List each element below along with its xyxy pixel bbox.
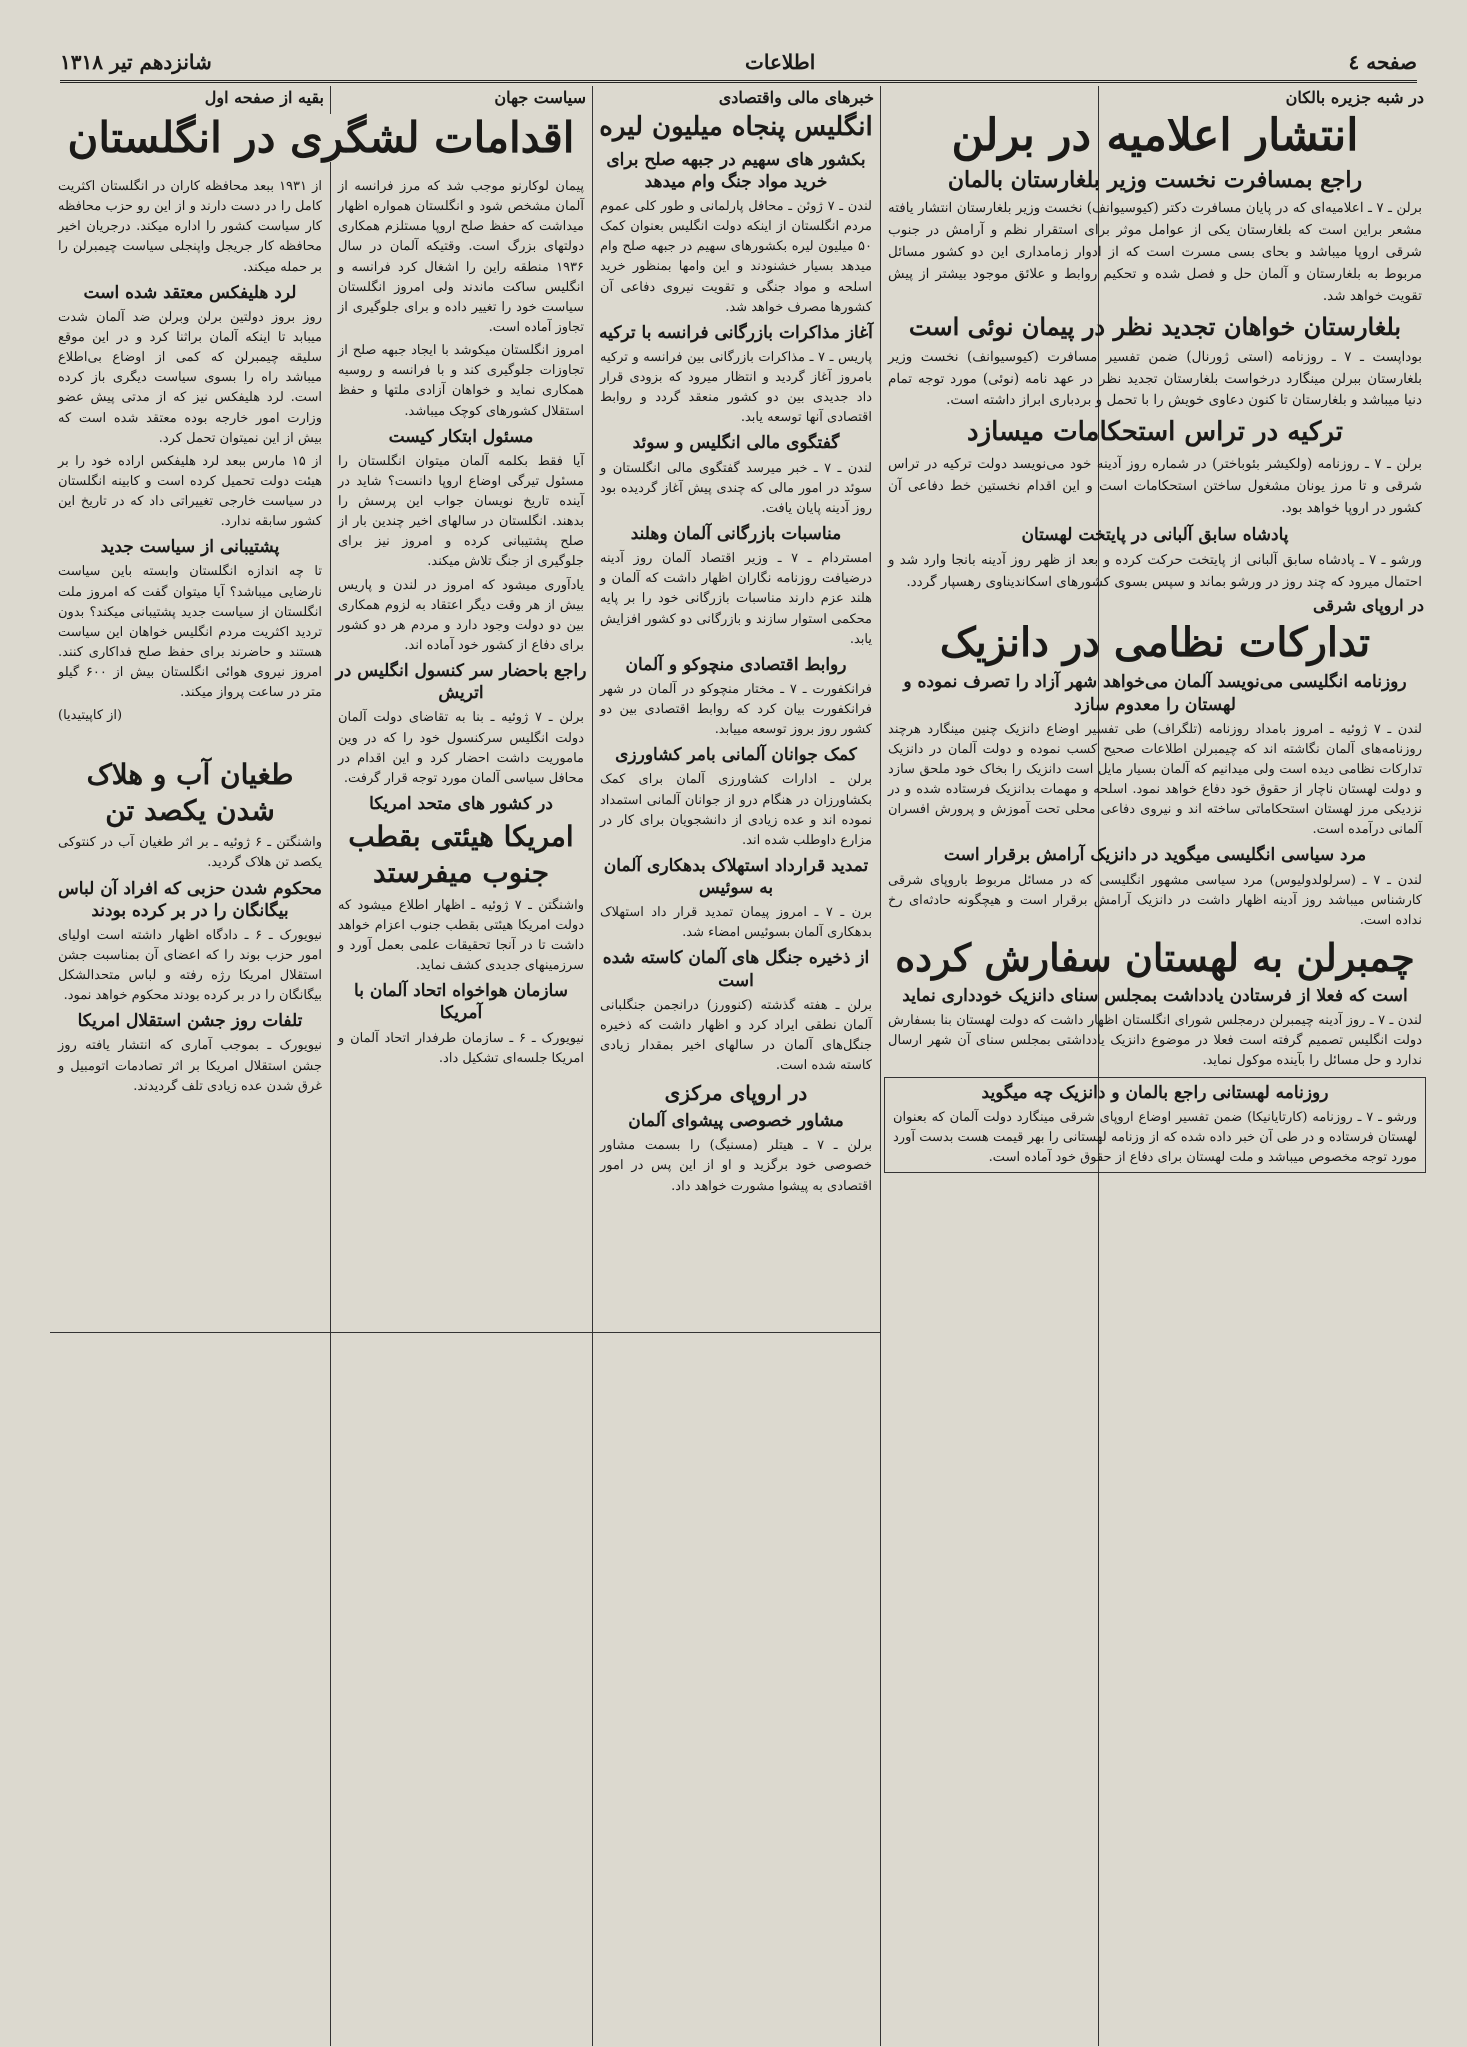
article-headline: انتشار اعلامیه در برلن	[951, 110, 1359, 161]
article-headline: انگلیس پنجاه میلیون لیره	[599, 112, 873, 142]
article-headline: روابط اقتصادی منچوکو و آلمان	[625, 654, 847, 675]
article-body: برلن ـ ادارات کشاورزی آلمان برای کمک بکشاورزان در هنگام درو از جوانان آلمانی استمداد نموده اند و عده زیادی از دانشجویان برای کار در مزارع داوطلب شده اند.	[600, 772, 872, 848]
byline: (از کاپیتیدیا)	[58, 708, 123, 724]
article-body: تا چه اندازه انگلستان وابسته باین سیاست نارضایی میباشد؟ آیا میتوان گفت که امروز ملت انگلستان از سیاست جدید پشتیبانی میکند؟ بدون تردید اکثریت مردم انگلیس خواهان این سیاست هستند و حاضرند برای حفظ صلح فداکاری کنند. امروز نیروی هوائی انگلستان بیش از ۶۰۰ گیلو متر در ساعت پرواز میکند.	[58, 564, 322, 701]
article-body: نیویورک ـ ۶ ـ دادگاه اظهار داشته است اولیای امور حزب بوند را که اعضای آن بمناسبت جشن استقلال امریکا رژه رفته و لباس متحدالشکل بیگانگان را در بر کرده بودند محکوم خواهد نمود.	[58, 927, 322, 1004]
section-kicker: بقیه از صفحه اول	[204, 88, 324, 107]
paper-name: اطلاعات	[745, 50, 816, 74]
article-subhead: روزنامه انگلیسی می‌نویسد آلمان می‌خواهد شهر آزاد را تصرف نموده و لهستان را معدوم سازد	[903, 672, 1407, 715]
article-subhead: است که فعلا از فرستادن یادداشت بمجلس سنای دانزیک خودداری نماید	[902, 985, 1408, 1006]
section-kicker: سیاست جهان	[494, 88, 586, 107]
article-body: لندن ـ ۷ ـ (سرلولدولیوس) مرد سیاسی مشهور انگلیسی که در مسائل مربوط باروپای شرقی کارشناس میباشد روز آدینه اظهار داشت در دانزیک آرامش برقرار است و هیچگونه حادثه‌ای رخ نداده است.	[888, 872, 1422, 928]
article-body: برلن ـ ۷ ژوئیه ـ بنا به تقاضای دولت آلمان دولت انگلیس سرکنسول خود را که در وین ماموریت داشت احضار کرد و این اقدام در محافل سیاسی آلمان مورد توجه قرار گرفت.	[338, 710, 584, 786]
article-headline: تمدید قرارداد استهلاک بدهکاری آلمان به سوئیس	[603, 855, 869, 899]
article-headline: تلفات روز جشن استقلال امریکا	[77, 1011, 303, 1032]
article-body: لندن ـ ۷ ـ روز آدینه چیمبرلن درمجلس شورای انگلستان اظهار داشت که دولت لهستان بنا بسفارش دولت انگلیس تصمیم گرفته است فعلا در موضوع دانزیک یادداشتی بمجلس سنای آن شهر ارسال ندارد و حل مسائل را بآینده موکول نماید.	[888, 1012, 1422, 1068]
article-subhead: راجع بمسافرت نخست وزیر بلغارستان بالمان	[947, 166, 1363, 193]
article-body: برلن ـ ۷ ـ هیتلر (مسنیگ) را بسمت مشاور خصوصی خود برگزید و او از این پس در امور اقتصادی به پیشوا مشورت خواهد داد.	[600, 1138, 872, 1194]
article-headline: مشاور خصوصی پیشوای آلمان	[628, 1111, 844, 1132]
article-body: ورشو ـ ۷ ـ روزنامه (کارتایانیکا) ضمن تفسیر اوضاع اروپای شرقی مینگارد دولت آلمان که بعنوان لهستان فرستاده و در طی آن خبر داده شده که از وزنامه لهستانی را بهر قیمت هست بدست آورد مورد توجه مخصوص میباشد و ملت لهستان برای دفاع از حقوق خود آماده است.	[893, 1110, 1417, 1166]
article-headline: لرد هلیفکس معتقد شده است	[83, 282, 297, 303]
section-kicker: در اروپای مرکزی	[664, 1081, 808, 1106]
article-body: از ۱۹۳۱ ببعد محافظه کاران در انگلستان اکثریت کامل را در دست دارند و از این رو حزب محافظه کار سیاست کشور را اداره میکند. درجریان اخیر محافظه کار جریجل واپنجلی سیاست چیمبرلن را بر حمله میکند.	[58, 179, 322, 275]
article-headline: کمک جوانان آلمانی بامر کشاورزی	[615, 745, 857, 766]
article-headline: مسئول ابتکار کیست	[388, 426, 534, 447]
article-body: پیمان لوکارنو موجب شد که مرز فرانسه از آلمان مشخص شود و انگلستان همواره اظهار میداشت که حفظ صلح اروپا مستلزم همکاری دولتهای بزرگ است. وقتیکه آلمان در سال ۱۹۳۶ منطقه راین را اشغال کرد فرانسه و انگلیس ساکت ماندند ولی امروز انگلستان سیاست خود را تغییر داده و برای جلوگیری از تجاوز آماده است.	[338, 179, 584, 335]
column-2	[592, 86, 880, 2046]
article-body: لندن ـ ۷ ژوئیه ـ امروز بامداد روزنامه (تلگراف) طی تفسیر اوضاع دانزیک چنین مینگارد هرچند روزنامه‌های آلمان نگاشته اند که چیمبرلن اطلاعات صحیح کسب نموده و دولت آلمان در دانزیک تدارکات نظامی دیده است ولی میدانیم که آلمان بسیار مایل است دانزیک را بخاک خود ملحق سازد و دولت لهستان ناچار از حقوق خود دفاع خواهد نمود. اسلحه و مهمات بدانزیک فرستاده شده و در نزدیکی مرز لهستان استحکاماتی ساخته اند و نیروی دفاعی محلی تحت آموزش و پرورش افسران آلمانی درآمده است.	[888, 721, 1422, 838]
article-headline: بلغارستان خواهان تجدید نظر در پیمان نوئی است	[908, 312, 1402, 342]
article-body: واشنگتن ـ ۶ ژوئیه ـ بر اثر طغیان آب در کنتوکی یکصد تن هلاک گردید.	[58, 835, 322, 871]
boxed-article	[884, 1077, 1426, 1173]
article-headline: سازمان هواخواه اتحاد آلمان با آمریکا	[354, 981, 568, 1024]
article-body: نیویورک ـ بموجب آماری که انتشار یافته روز جشن استقلال امریکا بر اثر تصادمات اتومبیل و غرق شدن عده زیادی تلف گردیدند.	[58, 1038, 322, 1094]
article-body: امروز انگلستان میکوشد با ایجاد جبهه صلح از تجاوزات جلوگیری کند و با فرانسه و روسیه همکاری نماید و خواهان آزادی ملتها و حفظ استقلال کشورهای کوچک میباشد.	[338, 343, 584, 419]
page-label: صفحه ٤	[1348, 50, 1417, 74]
article-body: آیا فقط بکلمه آلمان میتوان انگلستان را مسئول تیرگی اوضاع اروپا دانست؟ شاید در آینده تاریخ نویسان جواب این پرسش را بدهند. انگلستان در سالهای اخیر چندین بار از صلح پشتیبانی کرده و امروز نیز برای جلوگیری از جنگ تلاش میکند.	[338, 453, 584, 570]
article-headline: روزنامه لهستانی راجع بالمان و دانزیک چه میگوید	[981, 1083, 1329, 1104]
article-headline: محکوم شدن حزبی که افراد آن لباس بیگانگان را در بر کرده بودند	[58, 878, 322, 921]
article-headline: مناسبات بازرگانی آلمان وهلند	[630, 524, 842, 544]
article-body: یادآوری میشود که امروز در لندن و پاریس بیش از هر وقت دیگر اعتقاد به لزوم همکاری بین دو دولت وجود دارد و مردم هر دو کشور برای دفاع از کشور خود آماده اند.	[338, 577, 584, 654]
column-3	[330, 86, 592, 2046]
article-body: از ۱۵ مارس ببعد لرد هلیفکس اراده خود را بر هیئت دولت تحمیل کرده است و کابینه انگلستان در سیاست خارجی تغییراتی داد که در تاریخ این کشور سابقه ندارد.	[58, 453, 322, 530]
section-kicker: در اروپای شرقی	[1313, 596, 1424, 616]
article-body: برلن ـ ۷ ـ اعلامیه‌ای که در پایان مسافرت دکتر (کیوسیوانف) نخست وزیر بلغارستان انتشار یافته مشعر براین است که بلغارستان یکی از عوامل موثر برای استقرار نظم و آرامش در جنوب شرقی اروپا میباشد و بحای بسی مسرت است که از ادوار زمامداری این دو کشور مسائل مربوط به بلغارستان و آلمان حل و فصل شده و تحکیم روابط و علائق موجود بیشتر از پیش تقویت خواهد شد.	[888, 200, 1422, 304]
article-headline: طغیان آب و هلاک شدن یکصد تن	[86, 757, 294, 827]
issue-date: شانزدهم تیر ۱۳۱۸	[60, 50, 212, 74]
article-body: لندن ـ ۷ ـ خبر میرسد گفتگوی مالی انگلستان و سوئد در امور مالی که چندی پیش آغاز گردیده بود روز آدینه پایان یافت.	[600, 460, 873, 516]
article-headline: مرد سیاسی انگلیسی میگوید در دانزیک آرامش برقرار است	[943, 845, 1367, 866]
article-body: نیویورک ـ ۶ ـ سازمان طرفدار اتحاد آلمان و امریکا جلسه‌ای تشکیل داد.	[338, 1030, 584, 1066]
masthead	[60, 44, 1417, 83]
article-headline: پشتیبانی از سیاست جدید	[100, 537, 280, 558]
column-4	[50, 86, 330, 2046]
article-body: برن ـ ۷ ـ امروز پیمان تمدید قرار داد استهلاک بدهکاری آلمان بسوئیس امضاء شد.	[600, 905, 872, 941]
article-body: پاریس ـ ۷ ـ مذاکرات بازرگانی بین فرانسه و ترکیه بامروز آغاز گردید و انتظار میرود که بزودی قرار داد جدیدی بین دو کشور منعقد گردد و روابط اقتصادی آنها توسعه یابد.	[600, 349, 873, 426]
article-body: فرانکفورت ـ ۷ ـ مختار منچوکو در آلمان در شهر فرانکفورت بیان کرد که روابط اقتصادی بین دو کشور روز بروز توسعه مییابد.	[600, 681, 873, 738]
article-body: واشنگتن ـ ۷ ژوئیه ـ اظهار اطلاع میشود که دولت امریکا هیئتی بقطب جنوب اعزام خواهد داشت تا در آنجا تحقیقات علمی بعمل آورد و سرزمینهای جدیدی کشف نماید.	[338, 897, 584, 974]
article-headline: چمبرلن به لهستان سفارش کرده	[895, 934, 1415, 980]
article-headline: ترکیه در تراس استحکامات میسازد	[967, 417, 1343, 448]
article-headline: امریکا هیئتی بقطب جنوب میفرستد	[348, 820, 574, 890]
section-rule	[50, 1332, 880, 1333]
article-headline: راجع باحضار سر کنسول انگلیس در اتریش	[335, 661, 587, 704]
section-kicker: در شبه جزیره بالکان	[1285, 88, 1424, 107]
article-headline: از ذخیره جنگل های آلمان کاسته شده است	[602, 948, 870, 991]
article-headline: گفتگوی مالی انگلیس و سوئد	[632, 433, 840, 454]
article-body: لندن ـ ۷ ژوئن ـ محافل پارلمانی و طور کلی عموم مردم انگلستان از اینکه دولت انگلیس بعنوان کمک ۵۰ میلیون لیره بکشورهای سهیم در جبهه صلح وام میدهد بسیار خشنودند و این وامها بمنظور خرید اسلحه و مواد جنگی و تقویت نیروی دفاعی آن کشورها مصرف خواهد شد.	[600, 198, 873, 315]
article-body: ورشو ـ ۷ ـ پادشاه سابق آلبانی از پایتخت حرکت کرده و بعد از ظهر روز آدینه بانجا وارد شد و احتمال میرود که چند روز در ورشو بماند و سپس بسوی کشورهای اسکاندیناوی رهسپار گردد.	[888, 551, 1422, 590]
spanning-headline-wrap	[50, 112, 592, 164]
article-body: برلن ـ هفته گذشته (کنوورز) درانجمن جنگلبانی آلمان نطقی ایراد کرد و اظهار داشت که ذخیره جنگل‌های آلمان در سالهای اخیر بمقدار زیادی کاسته شده است.	[600, 997, 872, 1074]
article-body: بوداپست ـ ۷ ـ روزنامه (استی ژورنال) ضمن تفسیر مسافرت (کیوسیوانف) نخست وزیر بلغارستان ببرلن مینگارد درخواست بلغارستان تجدید نظر در عهد نامه (نوئی) مورد توجه تمام دنیا میباشد و بلغارستان تا کنون دعاوی خویش را با تحمل و بردباری ابراز داشته است.	[888, 348, 1422, 409]
article-body: امستردام ـ ۷ ـ وزیر اقتصاد آلمان روز آدینه درضیافت روزنامه نگاران اظهار داشت که آلمان و هلند عزم دارند مناسبات بازرگانی خود را بر پایه محکمی استوار سازند و بازرگانی دو کشور افزایش یابد.	[600, 551, 872, 647]
article-body: روز بروز دولتین برلن وبرلن ضد آلمان شدت میبابد تا اینکه آلمان براثنا کرد و در این موقع سلیقه چیمبرلن که کمی از اوضاع بی‌اطلاع میباشد راه را بسوی سیاست دیگری باز کرده است. لرد هلیفکس نیز که از مدتی پیش عضو وزارت امور خارجه بوده معتقد شده است که بیش از این نمیتوان تحمل کرد.	[58, 309, 322, 446]
article-body: برلن ـ ۷ ـ روزنامه (ولکیشر بئوباختر) در شماره روز آدینه خود می‌نویسد دولت ترکیه در تراس شرقی و تا مرز یونان مشغول ساختن استحکامات است و این اقدام نخستین خط دفاعی آن کشور در اروپا خواهد بود.	[888, 456, 1422, 516]
column-1	[880, 86, 1430, 2046]
section-kicker: در کشور های متحد امریکا	[369, 793, 553, 814]
article-subhead: بکشور های سهیم در جبهه صلح برای خرید مواد جنگ وام میدهد	[606, 149, 866, 192]
article-headline: آغاز مذاکرات بازرگانی فرانسه با ترکیه	[599, 322, 873, 343]
article-headline: تدارکات نظامی در دانزیک	[939, 619, 1371, 667]
spanning-headline: اقدامات لشگری در انگلستان	[54, 114, 588, 162]
article-headline: پادشاه سابق آلبانی در پایتخت لهستان	[1021, 524, 1289, 545]
section-kicker: خبرهای مالی واقتصادی	[718, 88, 874, 107]
